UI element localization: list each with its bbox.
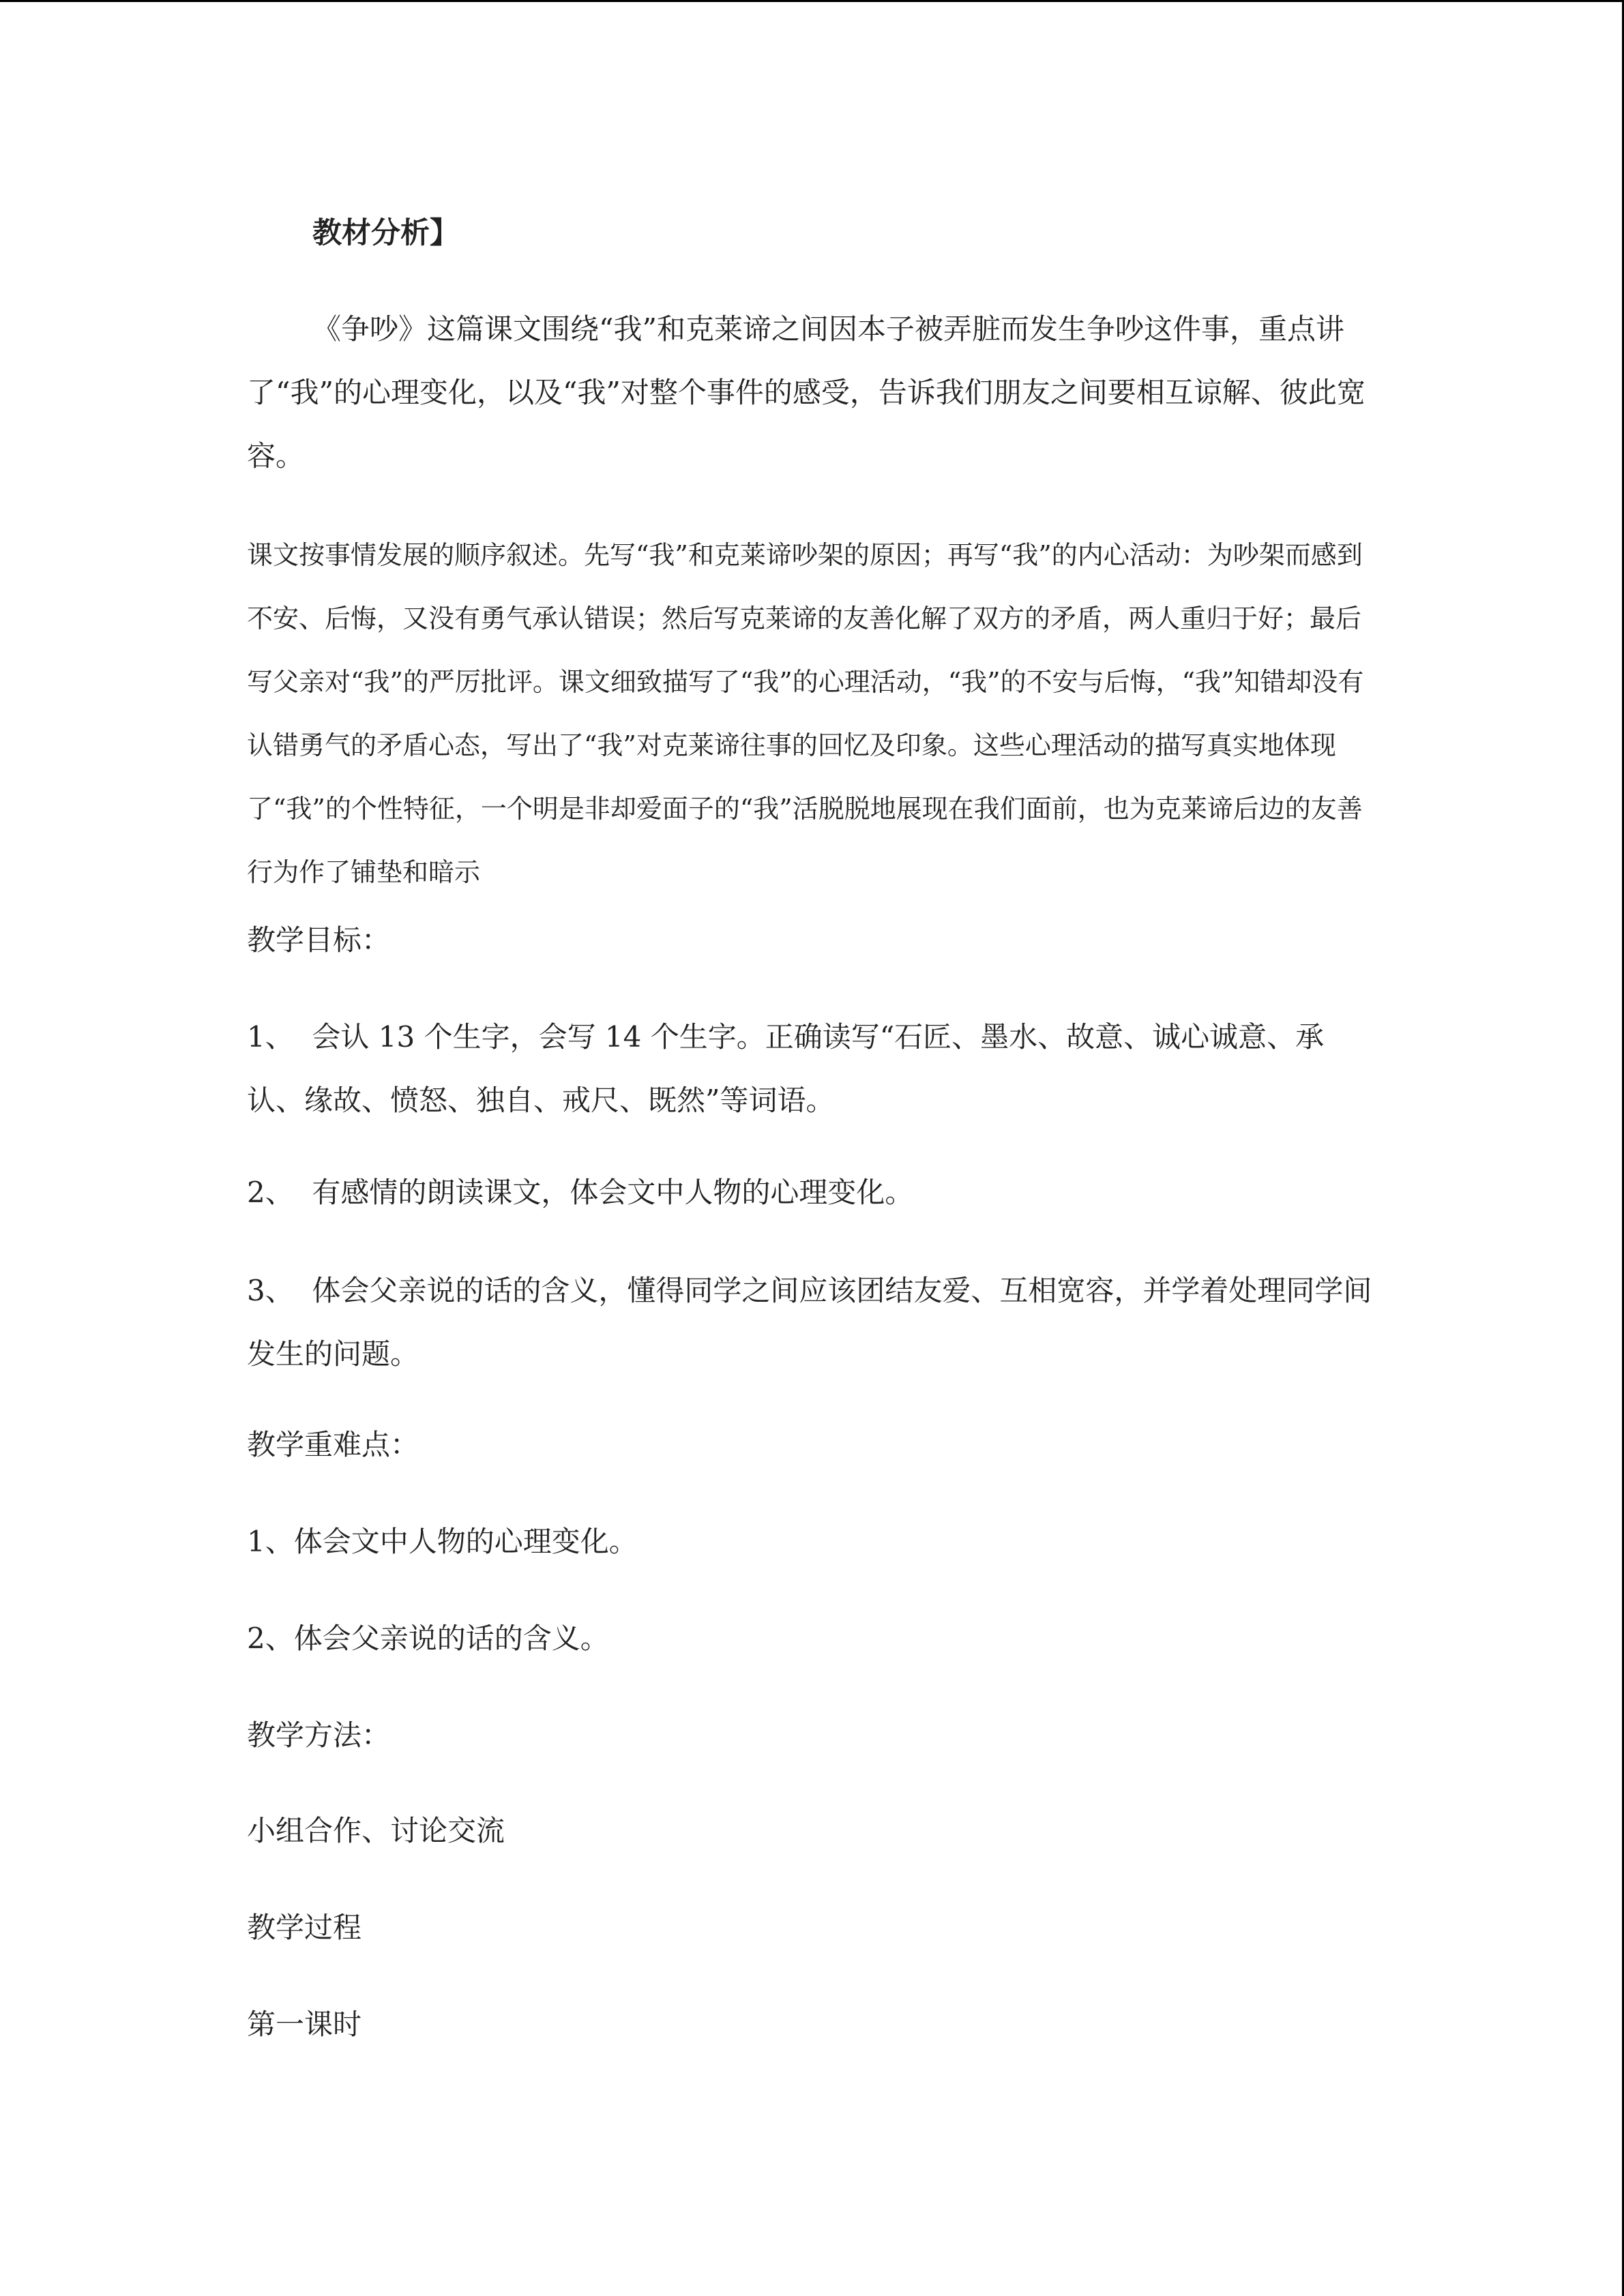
key-point-1: 1、体会文中人物的心理变化。 (247, 1525, 638, 1558)
methods-text: 小组合作、讨论交流 (247, 1814, 505, 1847)
page-border-top (0, 0, 1624, 2)
key-point-2: 2、体会父亲说的话的含义。 (247, 1622, 609, 1655)
lesson-label: 第一课时 (247, 2008, 362, 2041)
goals-heading: 教学目标： (247, 923, 391, 957)
analysis-paragraph: 课文按事情发展的顺序叙述。先写“我”和克莱谛吵架的原因；再写“我”的内心活动：为吵架而感到不安、后悔，又没有勇气承认错误；然后写克莱谛的友善化解了双方的矛盾，两人重归于好；最后写父亲对“我”的严厉批评。课文细致描写了“我”的心理活动，“我”的不安与后悔，“我”知错却没有认错勇气的矛盾心态，写出了“我”对克莱谛往事的回忆及印象。这些心理活动的描写真实地体现了“我”的个性特征，一个明是非却爱面子的“我”活脱脱地展现在我们面前，也为克莱谛后边的友善行为作了铺垫和暗示 (247, 540, 1364, 887)
intro-paragraph: 《争吵》这篇课文围绕“我”和克莱谛之间因本子被弄脏而发生争吵这件事，重点讲了“我”的心理变化，以及“我”对整个事件的感受，告诉我们朋友之间要相互谅解、彼此宽容。 (247, 312, 1365, 473)
goal-item-1: 1、 会认 13 个生字，会写 14 个生字。正确读写“石匠、墨水、故意、诚心诚意、承认、缘故、愤怒、独自、戒尺、既然”等词语。 (247, 1020, 1325, 1117)
key-points-heading: 教学重难点： (247, 1428, 419, 1461)
goal-item-3: 3、 体会父亲说的话的含义，懂得同学之间应该团结友爱、互相宽容，并学着处理同学间发生的问题。 (247, 1274, 1372, 1371)
section-title: 教材分析】 (312, 216, 459, 250)
goal-item-2: 2、 有感情的朗读课文，体会文中人物的心理变化。 (247, 1176, 914, 1209)
methods-heading: 教学方法： (247, 1718, 391, 1752)
process-heading: 教学过程 (247, 1911, 362, 1944)
